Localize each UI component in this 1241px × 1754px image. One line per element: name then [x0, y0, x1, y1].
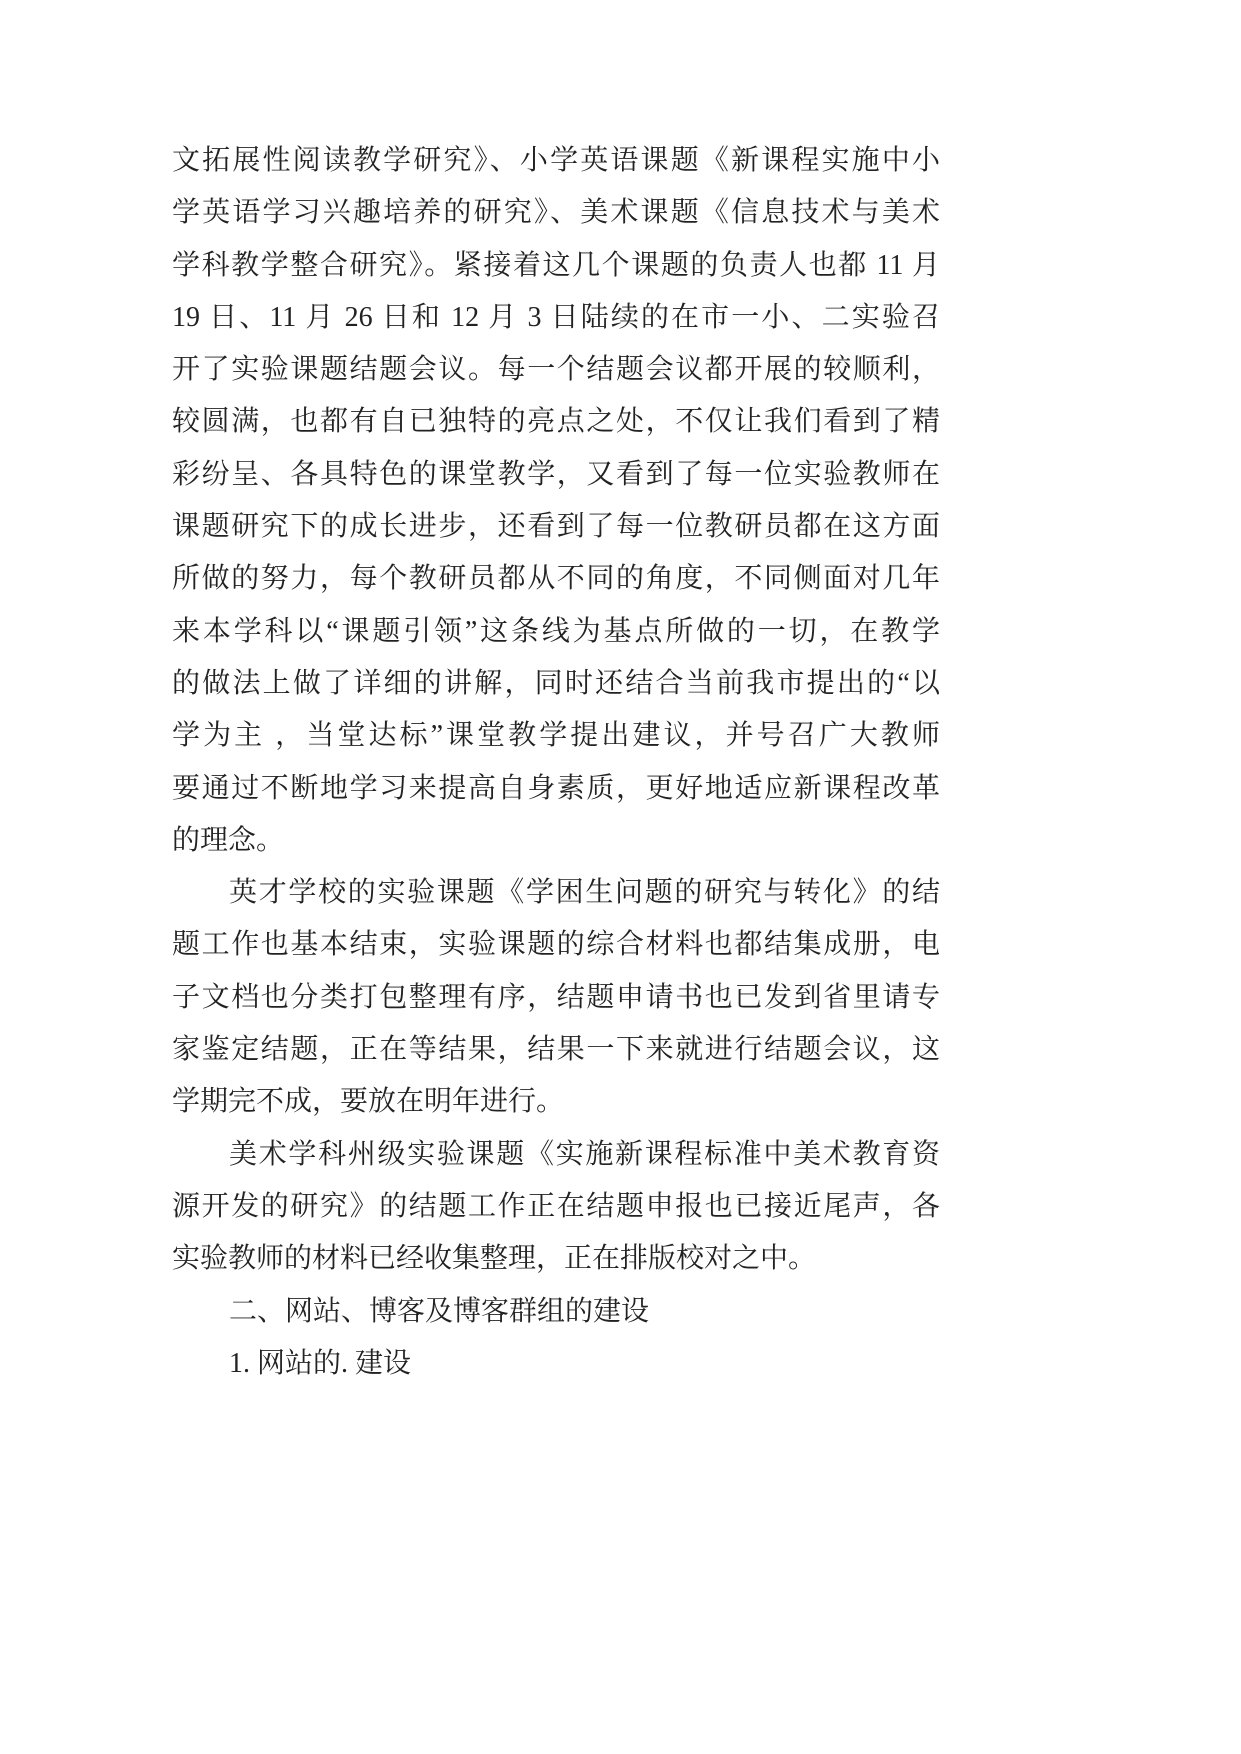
text-line: 美术学科州级实验课题《实施新课程标准中美术教育资 — [229, 1138, 940, 1170]
text-line: 的理念。 — [172, 824, 285, 856]
paragraph — [172, 1129, 940, 1286]
section-heading: 二、网站、博客及博客群组的建设 — [229, 1295, 650, 1327]
text-line: 家鉴定结题，正在等结果，结果一下来就进行结题会议，这 — [172, 1034, 940, 1066]
text-line: 子文档也分类打包整理有序，结题申请书也已发到省里请专 — [172, 981, 940, 1013]
text-line: 19 日、11 月 26 日和 12 月 3 日陆续的在市一小、二实验召 — [172, 301, 940, 333]
text-line: 源开发的研究》的结题工作正在结题申报也已接近尾声，各 — [172, 1190, 940, 1222]
text-line: 较圆满，也都有自已独特的亮点之处，不仅让我们看到了精 — [172, 406, 940, 438]
text-line: 学科教学整合研究》。紧接着这几个课题的负责人也都 11 月 — [172, 249, 940, 281]
text-line: 题工作也基本结束，实验课题的综合材料也都结集成册，电 — [172, 929, 940, 961]
text-line: 英才学校的实验课题《学困生问题的研究与转化》的结 — [229, 877, 940, 909]
text-line: 实验教师的材料已经收集整理，正在排版校对之中。 — [172, 1243, 817, 1275]
text-line: 来本学科以“课题引领”这条线为基点所做的一切，在教学 — [172, 615, 940, 647]
paragraph — [172, 867, 940, 1128]
text-line: 开了实验课题结题会议。每一个结题会议都开展的较顺利， — [172, 354, 940, 386]
text-line: 要通过不断地学习来提高自身素质，更好地适应新课程改革 — [172, 772, 940, 804]
text-line: 课题研究下的成长进步，还看到了每一位教研员都在这方面 — [172, 511, 940, 543]
text-line: 文拓展性阅读教学研究》、小学英语课题《新课程实施中小 — [172, 145, 940, 176]
paragraph — [172, 135, 940, 867]
text-line: 学英语学习兴趣培养的研究》、美术课题《信息技术与美术 — [172, 197, 940, 229]
text-line: 所做的努力，每个教研员都从不同的角度，不同侧面对几年 — [172, 563, 940, 595]
subsection-heading: 1. 网站的. 建设 — [229, 1347, 412, 1379]
text-line: 学为主 ，当堂达标”课堂教学提出建议，并号召广大教师 — [172, 720, 940, 752]
text-line: 彩纷呈、各具特色的课堂教学，又看到了每一位实验教师在 — [172, 458, 940, 490]
text-line: 的做法上做了详细的讲解，同时还结合当前我市提出的“以 — [172, 667, 940, 699]
text-line: 学期完不成，要放在明年进行。 — [172, 1086, 565, 1118]
document-body — [172, 135, 940, 1390]
